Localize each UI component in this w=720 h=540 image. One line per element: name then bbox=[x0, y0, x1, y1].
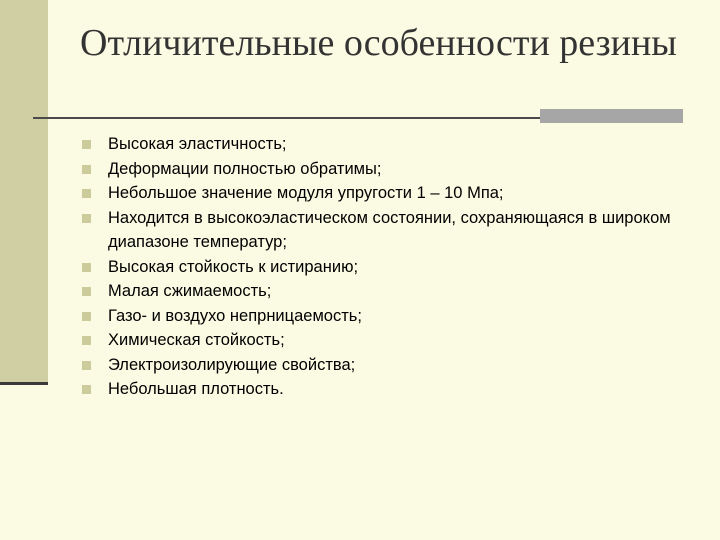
bullet-text: Находится в высокоэластическом состоянии, сохраняющаяся в широком диапазоне температур; bbox=[108, 208, 671, 251]
square-bullet-icon bbox=[82, 336, 91, 345]
bullet-text: Деформации полностью обратимы; bbox=[108, 159, 382, 178]
bullet-text: Небольшое значение модуля упругости 1 – 10 Мпа; bbox=[108, 184, 504, 202]
bullet-text: Высокая стойкость к истиранию; bbox=[108, 257, 359, 276]
bullet-text: Небольшая плотность. bbox=[108, 380, 284, 398]
square-bullet-icon bbox=[82, 189, 91, 198]
square-bullet-icon bbox=[82, 385, 91, 394]
square-bullet-icon bbox=[82, 312, 91, 321]
bullet-item bbox=[80, 132, 710, 157]
title-divider-block bbox=[540, 109, 683, 123]
square-bullet-icon bbox=[82, 140, 91, 149]
bullet-item bbox=[80, 377, 710, 402]
bullet-item bbox=[80, 206, 710, 255]
bullet-text: Высокая эластичность; bbox=[108, 135, 287, 153]
bullet-list bbox=[80, 132, 710, 402]
square-bullet-icon bbox=[82, 287, 91, 296]
bullet-item bbox=[80, 157, 710, 182]
bullet-text: Электроизолирующие свойства; bbox=[108, 355, 356, 374]
square-bullet-icon bbox=[82, 165, 91, 174]
left-accent-line bbox=[0, 382, 48, 385]
bullet-item bbox=[80, 353, 710, 378]
bullet-item bbox=[80, 181, 710, 206]
bullet-text: Малая сжимаемость; bbox=[108, 282, 272, 300]
bullet-item bbox=[80, 255, 710, 280]
bullet-text: Газо- и воздухо непрницаемость; bbox=[108, 306, 362, 325]
left-accent-band bbox=[0, 0, 48, 384]
square-bullet-icon bbox=[82, 263, 91, 272]
bullet-item bbox=[80, 328, 710, 353]
slide-title: Отличительные особенности резины bbox=[80, 22, 677, 64]
bullet-text: Химическая стойкость; bbox=[108, 331, 285, 349]
square-bullet-icon bbox=[82, 214, 91, 223]
bullet-item bbox=[80, 279, 710, 304]
square-bullet-icon bbox=[82, 361, 91, 370]
bullet-item bbox=[80, 304, 710, 329]
